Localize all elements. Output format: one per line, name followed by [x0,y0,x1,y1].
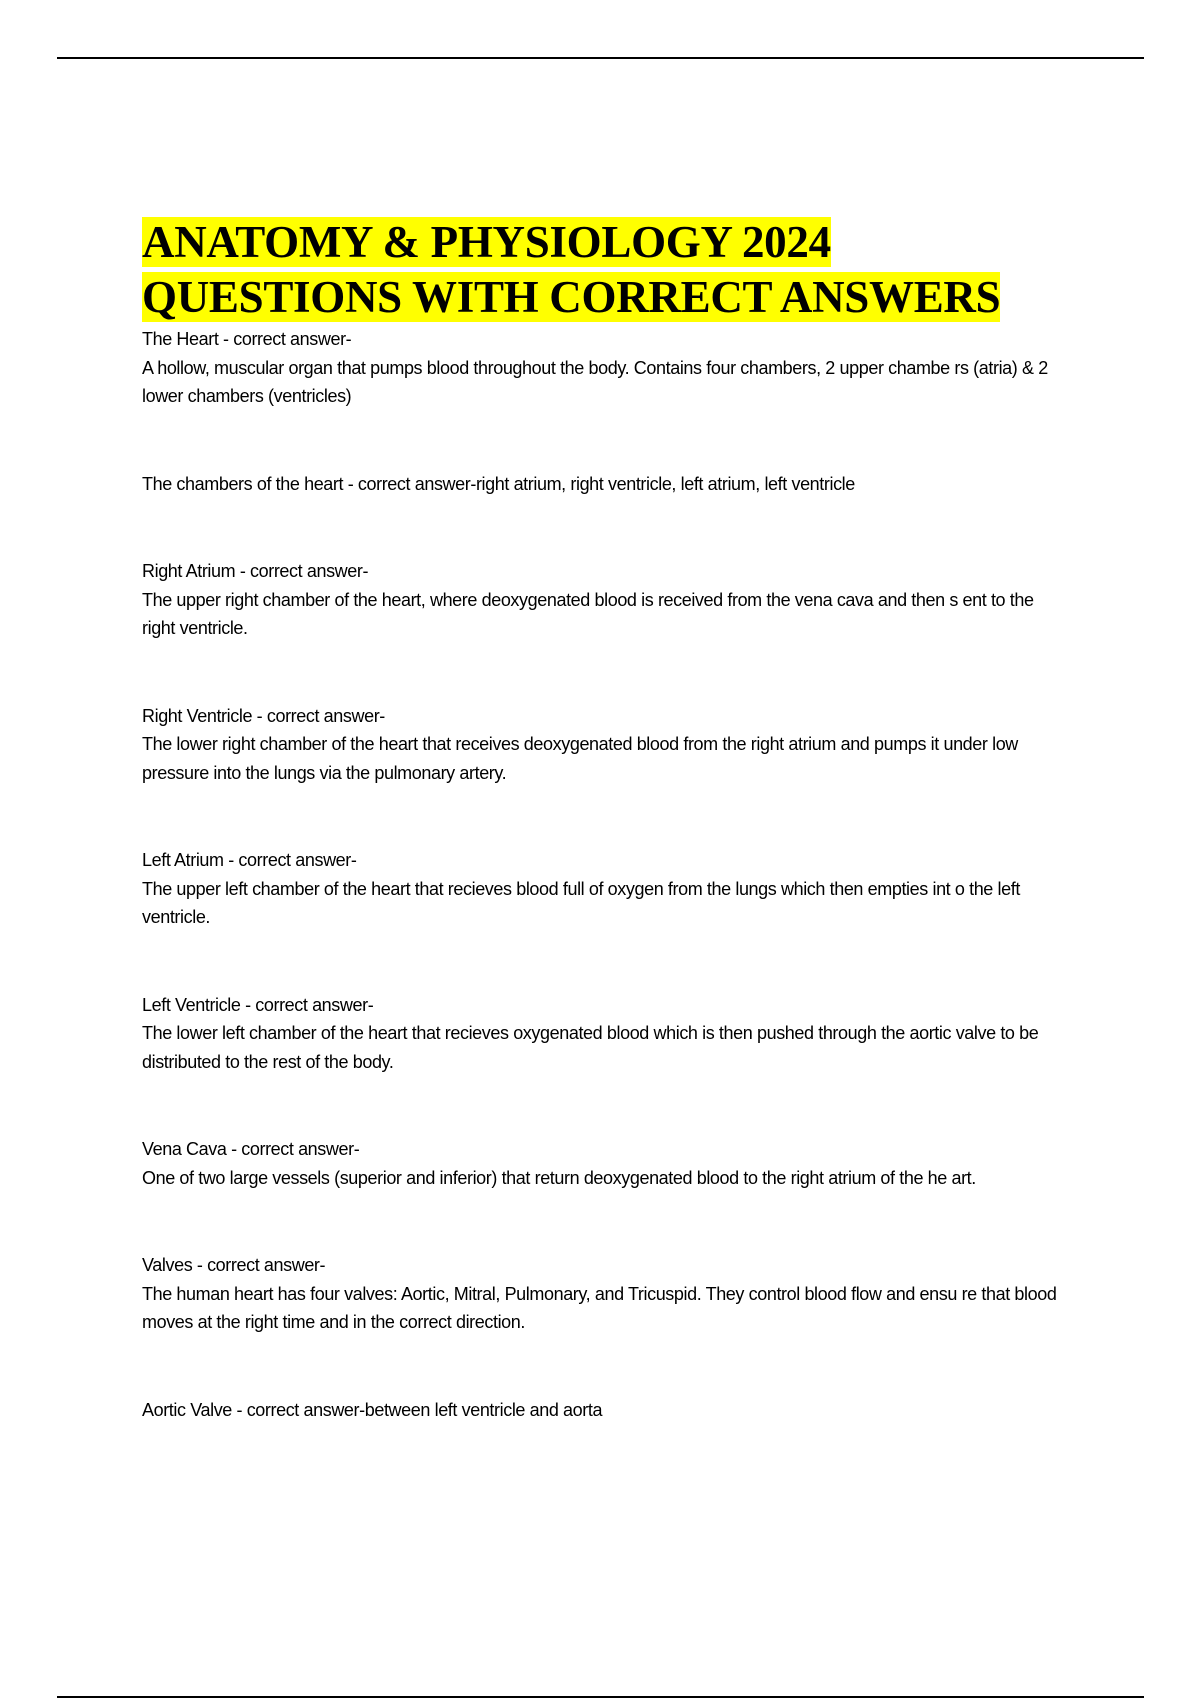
qa-list [142,325,1062,1424]
qa-term: Left Ventricle - correct answer- [142,994,374,1015]
document-body [142,215,1062,1424]
qa-term: Right Atrium - correct answer- [142,561,369,581]
qa-definition: between left ventricle and aorta [364,1399,603,1420]
qa-definition: One of two large vessels (superior and inferior) that return deoxygenated blood to the right atrium of the he art. [142,1167,976,1188]
qa-definition: The human heart has four valves: Aortic, Mitral, Pulmonary, and Tricuspid. They control blood flow and ensu re that blood moves at the right time and in the correct direction. [142,1283,1057,1332]
qa-term: Left Atrium - correct answer- [142,850,357,870]
qa-definition: The lower right chamber of the heart that receives deoxygenated blood from the right atrium and pumps it under low pressure into the lungs via the pulmonary artery. [142,734,1018,783]
qa-definition: The upper left chamber of the heart that recieves blood full of oxygen from the lungs which then empties int o the left ventricle. [142,878,1020,927]
title-line-2: QUESTIONS WITH CORRECT ANSWERS [142,272,1001,322]
qa-definition: A hollow, muscular organ that pumps blood throughout the body. Contains four chambers, 2 upper chambe rs (atria) & 2 lower chambers (ventricles) [142,357,1048,406]
qa-entry-vena-cava [142,1135,1062,1192]
title-line-1: ANATOMY & PHYSIOLOGY 2024 [142,217,831,267]
qa-entry-right-ventricle [142,702,1062,788]
qa-entry-left-ventricle [142,991,1062,1077]
footer-rule [57,1696,1144,1698]
qa-term: Right Ventricle - correct answer- [142,705,385,726]
qa-term: The Heart - correct answer- [142,329,352,349]
qa-entry-right-atrium [142,557,1062,643]
qa-entry-chambers [142,470,1062,499]
qa-definition: The lower left chamber of the heart that recieves oxygenated blood which is then pushed through the aortic valve to be distributed to the rest of the body. [142,1023,1039,1072]
qa-entry-heart [142,325,1062,411]
qa-definition: The upper right chamber of the heart, where deoxygenated blood is received from the vena cava and then s ent to the right ventricle. [142,589,1034,638]
qa-entry-left-atrium [142,846,1062,932]
qa-term: Valves - correct answer- [142,1255,326,1275]
qa-term: Aortic Valve - correct answer- [142,1399,365,1420]
qa-definition: right atrium, right ventricle, left atrium, left ventricle [475,473,855,494]
qa-term: The chambers of the heart - correct answer- [142,473,476,494]
document-title [142,215,1062,325]
qa-entry-aortic-valve [142,1396,1062,1425]
header-rule [57,57,1144,59]
qa-term: Vena Cava - correct answer- [142,1139,360,1159]
qa-entry-valves [142,1251,1062,1337]
